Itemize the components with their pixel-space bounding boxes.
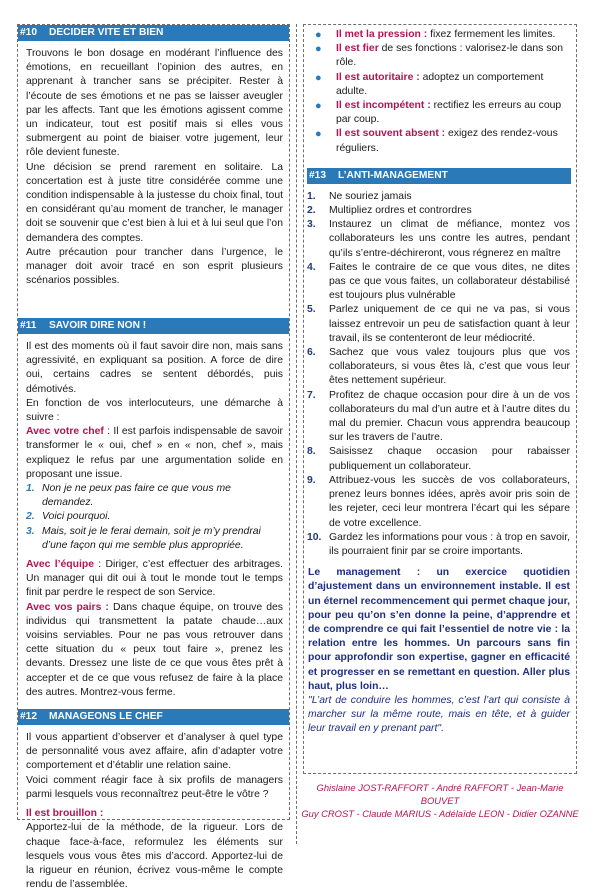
list-item [26,510,283,524]
profile-text: rectifiez les erreurs au coup par coup. [336,100,562,126]
list-item [26,482,283,510]
equipe-paragraph [26,558,283,601]
list-item [314,99,570,127]
authors-line-2: Guy CROST - Claude MARIUS - Adélaïde LEON - Didier OZANNE [301,808,579,819]
brouillon-text: Apportez-lui de la méthode, de la rigueur. Lors de chaque face-à-face, reformulez les éléments sur lesquels vous vous êtes mis d’accord. Apportez-lui de la rigueur en réunion, écrivez vous-même le compte rendu de l’assemblée. [26,822,283,891]
profile-label: Il met la pression : [336,29,428,40]
item-number: 2. [307,205,316,217]
left-column [17,24,290,891]
item-number: 5. [307,304,316,316]
paragraph: Trouvons le bon dosage en modérant l’influence des émotions, en recueillant l’opinion des autres, en apprenant à trancher sans se précipiter. Rester à l’écoute de ses émotions et ne pas se laisser aveugler par les affects. Tant que les émotions agissent comme un indicateur, tout est positif mais si elles vous submergent au point de biaiser votre jugement, leur rôle devient funeste. [26,48,283,159]
list-item [314,127,570,155]
section-number: #10 [20,27,37,38]
step-number: 1. [26,483,35,495]
item-text: Parlez uniquement de ce qui ne va pas, si vous laissez entrevoir un peu de satisfaction quant à leur travail, ils se contenteront de leur médiocrité. [329,304,570,344]
list-item [307,389,570,446]
chef-text: : Il est parfois indispensable de savoir transformer le « oui, chef » en « non, chef », mais expliquez le refus par une argumentation solide en proposant une issue. [26,426,283,480]
pairs-paragraph [26,601,283,700]
list-item [307,204,570,218]
list-item [307,218,570,261]
paragraph: Une décision se prend rarement en solitaire. La concertation est à juste titre considérée comme une condition indispensable à la justesse du choix final, tout en considérant qu’au moment de trancher, le manager doit se souvenir que c’est bien à lui et à lui seul que l’on demandera des comptes. [26,161,283,244]
pairs-label: Avec vos pairs : [26,601,109,613]
bullet-icon: ● [315,128,322,141]
section-11-body [18,334,289,709]
authors-line-1: Ghislaine JOST-RAFFORT - André RAFFORT - Jean-Marie BOUVET [316,782,564,806]
list-item [307,190,570,204]
pairs-text: Dans chaque équipe, on trouve des individus qui transmettent la patate chaude…aux voisins serviables. Pour ne pas vous retrouver dans cette situation du « peux tout faire », prenez les devants. Dressez une liste de ce que vous êtes prêt à accepter et de ce que vous refusez de faire à la place des autres. Montrez-vous ferme. [26,601,283,698]
manager-profiles-list [304,25,576,156]
authors-credits [300,781,580,820]
list-item [307,261,570,304]
chef-paragraph [26,425,283,482]
profile-text: fixez fermement les limites. [427,29,556,40]
list-item [307,474,570,531]
step-text: Mais, soit je le ferai demain, soit je m’y prendrai d’une façon qui me semble plus appropriée. [42,525,261,551]
brouillon-label: Il est brouillon : [26,808,104,820]
right-column [303,24,577,774]
item-text: Gardez les informations pour vous : à trop en savoir, ils pourraient finir par se croire importants. [329,531,570,557]
bullet-icon: ● [315,43,322,56]
anti-management-list [304,184,576,559]
bullet-icon: ● [315,100,322,113]
paragraph: Autre précaution pour trancher dans l’urgence, le manager doit avoir tracé en son esprit plusieurs scénarios possibles. [26,246,283,287]
section-10-header [18,25,289,41]
list-item [314,42,570,70]
section-title: MANAGEONS LE CHEF [49,711,163,723]
list-item [307,531,570,559]
item-text: Multipliez ordres et contrordres [329,205,472,217]
item-text: Sachez que vous valez toujours plus que vos collaborateurs, si vous êtes là, c’est que vous leur êtes nettement supérieur. [329,347,570,387]
list-item [307,346,570,389]
step-text: Non je ne peux pas faire ce que vous me demandez. [42,483,231,509]
paragraph: En fonction de vos interlocuteurs, une démarche à suivre : [26,397,283,424]
section-title: DECIDER VITE ET BIEN [49,27,164,38]
item-text: Instaurez un climat de méfiance, montez vos collaborateurs les uns contre les autres, pendant qu’ils s’entre-déchireront, vous régnerez en maître [329,219,570,259]
profile-label: Il est incompétent : [336,100,431,112]
item-number: 7. [307,389,316,401]
step-number: 2. [26,511,35,523]
item-text: Faites le contraire de ce que vous dites, ne dites pas ce que vous faites, un collaborateur déstabilisé est toujours plus vulnérable [329,261,570,302]
item-number: 1. [307,190,316,202]
equipe-text: : Diriger, c’est effectuer des arbitrages. Un manager qui dit oui à tout le monde tout le temps finit par perdre le respect de son Service. [26,559,283,599]
item-number: 9. [307,474,316,486]
chef-label: Avec votre chef [26,426,104,438]
item-text: Attribuez-vous les succès de vos collaborateurs, prenez leurs bonnes idées, après avoir pris soin de les rejeter, ceci leur montrera l’écart qui les sépare de votre excellence. [329,474,570,529]
item-number: 3. [307,219,316,231]
list-item [314,71,570,99]
list-item [26,525,283,553]
list-item [307,303,570,346]
profile-text: exigez des rendez-vous réguliers. [336,128,558,154]
equipe-label: Avec l’équipe [26,559,95,571]
section-number: #11 [20,320,37,331]
item-text: Ne souriez jamais [329,190,412,202]
step-text: Voici pourquoi. [42,511,111,523]
section-11-header [18,318,289,334]
refusal-steps [26,482,283,553]
list-item [314,28,570,42]
paragraph: Voici comment réagir face à six profils de managers parmi lesquels vous reconnaîtrez peut-être le vôtre ? [26,774,283,800]
section-number: #12 [20,711,37,723]
closing-quote: "L’art de conduire les hommes, c’est l’art qui consiste à marcher sur la même route, mais en tête, et à guider leur travail en y prenant part". [308,694,570,735]
profile-label: Il est fier [336,43,379,55]
bullet-icon: ● [315,71,322,84]
section-12-header [18,709,289,725]
section-10-body [18,41,289,318]
section-13-header [307,168,571,184]
paragraph: Il vous appartient d’observer et d’analyser à quel type de personnalité vous avez affaire, afin d’adapter votre comportement et d’établir une relation saine. [26,732,283,772]
column-divider [296,24,297,844]
section-title: L’ANTI-MANAGEMENT [338,169,448,181]
profile-label: Il est souvent absent : [336,128,446,140]
section-title: SAVOIR DIRE NON ! [49,320,147,331]
item-number: 6. [307,347,316,359]
bullet-icon: ● [315,29,322,41]
item-number: 8. [307,446,316,458]
closing-paragraph: Le management : un exercice quotidien d’ajustement dans un environnement instable. Il est un éternel recommencement qui permet chaque jour, pour peu qu’on s’en donne la peine, d’apprendre et de comprendre ce qui fait l’essentiel de notre vie : la relation entre les hommes. Un parcours sans fin pour approfondir son expertise, gagner en efficacité et progresser en se remettant en question. Aller plus haut, plus loin… [308,567,570,692]
item-text: Saisissez chaque occasion pour rabaisser publiquement un collaborateur. [329,446,570,472]
list-item [307,445,570,473]
step-number: 3. [26,525,35,537]
profile-text: de ses fonctions : valorisez-le dans son rôle. [336,43,563,69]
section-12-body [18,725,289,892]
item-number: 10. [307,531,322,543]
item-text: Profitez de chaque occasion pour dire à un de vos collaborateurs du mal d’un autre et à l’autre dites du mal du premier. Chacun vous apprendra beaucoup sur les travers de l’autre. [329,389,570,444]
paragraph: Il est des moments où il faut savoir dire non, mais sans agressivité, en expliquant sa position. A force de dire oui, certains cadres se sentent débordés, puis démotivés. [26,341,283,395]
profile-text: adoptez un comportement adulte. [336,71,544,97]
item-number: 4. [307,261,316,273]
profile-label: Il est autoritaire : [336,71,420,83]
section-number: #13 [309,169,326,181]
